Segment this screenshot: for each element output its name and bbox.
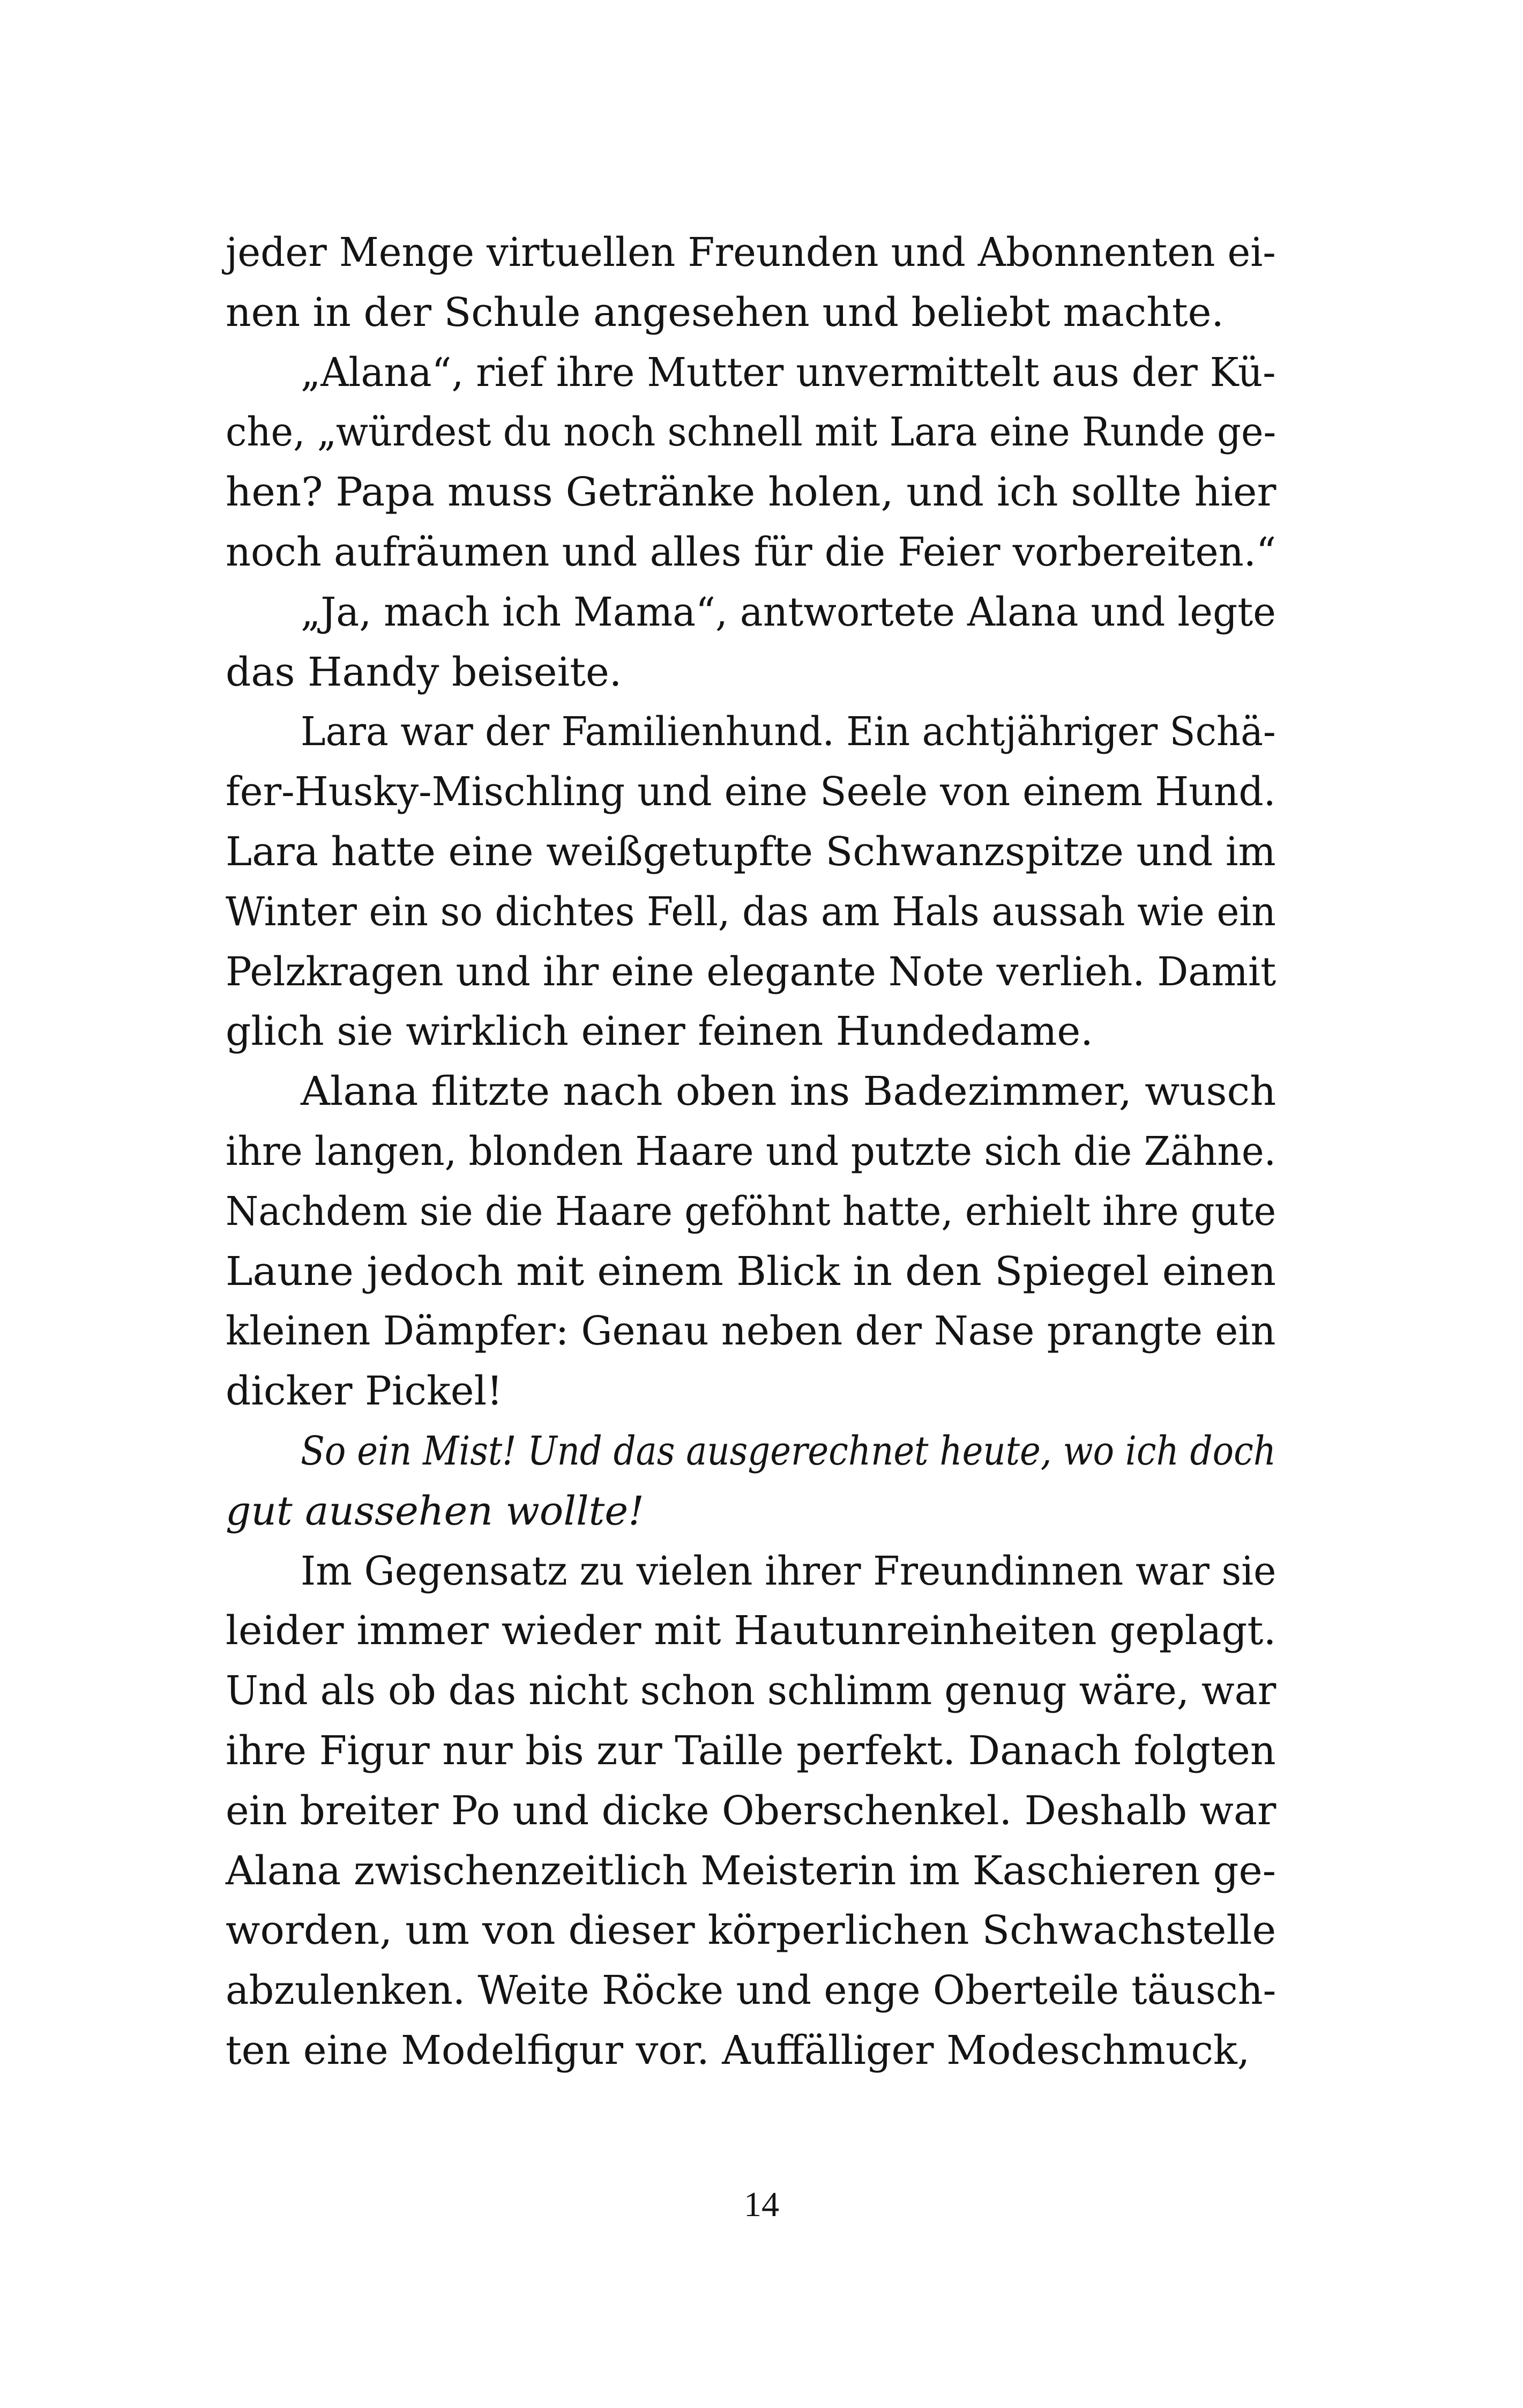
text-line: Nachdem sie die Haare geföhnt hatte, erhielt ihre gute bbox=[226, 1188, 1276, 1235]
text-line: ten eine Modelfigur vor. Auffälliger Modeschmuck, bbox=[226, 2027, 1250, 2073]
text-line: ein breiter Po und dicke Oberschenkel. Deshalb war bbox=[226, 1788, 1276, 1834]
text-line: Pelzkragen und ihr eine elegante Note verlieh. Damit bbox=[226, 949, 1276, 995]
text-line: kleinen Dämpfer: Genau neben der Nase prangte ein bbox=[226, 1308, 1276, 1354]
text-line: glich sie wirklich einer feinen Hundedame. bbox=[226, 1008, 1093, 1054]
text-line: abzulenken. Weite Röcke und enge Oberteile täusch- bbox=[226, 1967, 1276, 2013]
text-line: worden, um von dieser körperlichen Schwachstelle bbox=[226, 1907, 1276, 1953]
text-line: ihre Figur nur bis zur Taille perfekt. Danach folgten bbox=[226, 1728, 1276, 1774]
text-line: nen in der Schule angesehen und beliebt machte. bbox=[226, 289, 1224, 336]
text-line: das Handy beiseite. bbox=[226, 649, 622, 695]
text-line: Alana zwischenzeitlich Meisterin im Kaschieren ge- bbox=[226, 1848, 1276, 1894]
text-line: noch aufräumen und alles für die Feier vorbereiten.“ bbox=[226, 529, 1276, 575]
text-line: Lara war der Familienhund. Ein achtjähriger Schä- bbox=[301, 709, 1276, 755]
text-line: hen? Papa muss Getränke holen, und ich sollte hier bbox=[226, 469, 1276, 515]
text-line: che, „würdest du noch schnell mit Lara eine Runde ge- bbox=[226, 409, 1276, 455]
page-number: 14 bbox=[744, 2185, 779, 2224]
text-line: Alana flitzte nach oben ins Badezimmer, wusch bbox=[301, 1068, 1276, 1114]
text-line: leider immer wieder mit Hautunreinheiten geplagt. bbox=[226, 1608, 1276, 1654]
text-line: „Alana“, rief ihre Mutter unvermittelt aus der Kü- bbox=[301, 350, 1276, 396]
text-line: Laune jedoch mit einem Blick in den Spiegel einen bbox=[226, 1248, 1276, 1295]
text-line: So ein Mist! Und das ausgerechnet heute, wo ich doch bbox=[301, 1428, 1276, 1474]
text-line: Im Gegensatz zu vielen ihrer Freundinnen war sie bbox=[301, 1548, 1276, 1594]
text-line: jeder Menge virtuellen Freunden und Abonnenten ei- bbox=[226, 229, 1276, 276]
text-line: gut aussehen wollte! bbox=[226, 1488, 644, 1534]
text-line: „Ja, mach ich Mama“, antwortete Alana und legte bbox=[301, 589, 1276, 635]
text-line: fer-Husky-Mischling und eine Seele von einem Hund. bbox=[226, 769, 1276, 815]
text-line: Lara hatte eine weißgetupfte Schwanzspitze und im bbox=[226, 829, 1276, 875]
text-line: dicker Pickel! bbox=[226, 1368, 503, 1414]
text-line: Winter ein so dichtes Fell, das am Hals aussah wie ein bbox=[226, 889, 1276, 935]
text-line: Und als ob das nicht schon schlimm genug wäre, war bbox=[226, 1668, 1276, 1714]
text-line: ihre langen, blonden Haare und putzte sich die Zähne. bbox=[226, 1128, 1276, 1175]
